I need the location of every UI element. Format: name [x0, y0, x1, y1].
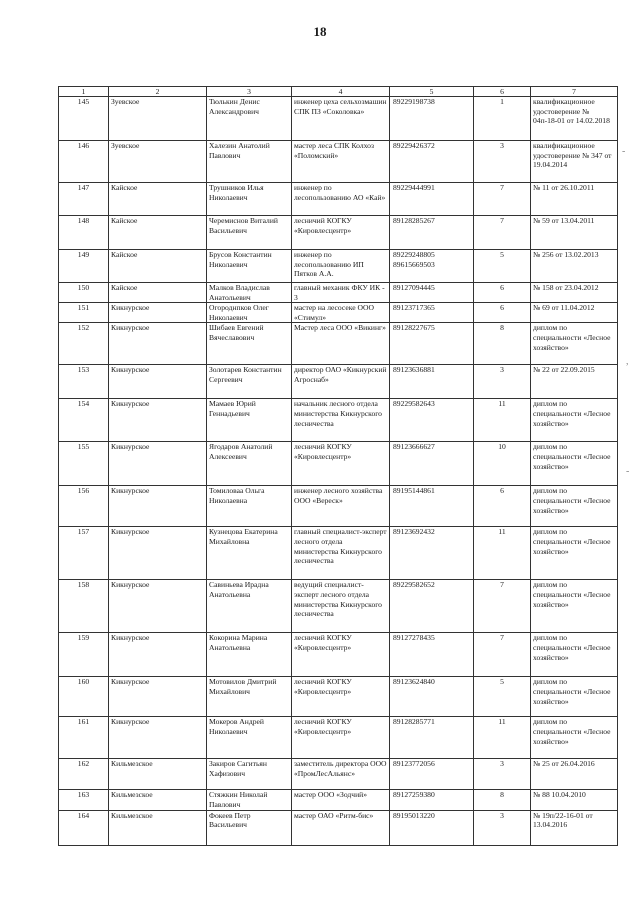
cell-experience: 11: [474, 527, 531, 580]
cell-phone: 89128285771: [390, 717, 474, 759]
cell-phone: 89127278435: [390, 633, 474, 677]
table-row: [59, 677, 618, 717]
cell-document: диплом по специальности «Лесное хозяйство»: [531, 677, 618, 717]
cell-name: Кокорина Марина Анатольевна: [207, 633, 292, 677]
cell-position: начальник лесного отдела министерства Кикнурского лесничества: [292, 399, 390, 442]
cell-phone: 89123624840: [390, 677, 474, 717]
cell-num: 159: [59, 633, 109, 677]
cell-experience: 6: [474, 283, 531, 303]
cell-district: Кайское: [109, 283, 207, 303]
cell-name: Мокеров Андрей Николаевич: [207, 717, 292, 759]
cell-district: Кайское: [109, 216, 207, 250]
cell-position: лесничий КОГКУ «Кировлесцентр»: [292, 442, 390, 486]
column-header: 3: [207, 87, 292, 97]
cell-phone: 89195144861: [390, 486, 474, 527]
cell-num: 152: [59, 323, 109, 365]
cell-experience: 7: [474, 633, 531, 677]
cell-document: № 11 от 26.10.2011: [531, 183, 618, 216]
cell-document: № 69 от 11.04.2012: [531, 303, 618, 323]
cell-phone: 89229582652: [390, 580, 474, 633]
cell-num: 163: [59, 790, 109, 810]
cell-position: инженер по лесопользованию АО «Кай»: [292, 183, 390, 216]
cell-num: 157: [59, 527, 109, 580]
cell-phone: 89128227675: [390, 323, 474, 365]
cell-experience: 11: [474, 717, 531, 759]
table-body: [59, 97, 618, 846]
column-header: 4: [292, 87, 390, 97]
table-row: [59, 633, 618, 677]
cell-experience: 8: [474, 323, 531, 365]
cell-district: Кикнурское: [109, 633, 207, 677]
cell-experience: 7: [474, 580, 531, 633]
table-header-row: [59, 87, 618, 97]
cell-experience: 3: [474, 365, 531, 399]
cell-district: Кильмезское: [109, 759, 207, 790]
cell-experience: 7: [474, 216, 531, 250]
cell-experience: 3: [474, 141, 531, 183]
cell-name: Закиров Сагитьян Хафизович: [207, 759, 292, 790]
table-row: [59, 216, 618, 250]
cell-district: Кикнурское: [109, 717, 207, 759]
cell-name: Брусов Константин Николаевич: [207, 250, 292, 283]
cell-name: Кузнецова Екатерина Михайловна: [207, 527, 292, 580]
cell-experience: 7: [474, 183, 531, 216]
cell-experience: 11: [474, 399, 531, 442]
cell-experience: 3: [474, 759, 531, 790]
table-row: [59, 486, 618, 527]
column-header: 6: [474, 87, 531, 97]
table-row: [59, 399, 618, 442]
cell-district: Кикнурское: [109, 399, 207, 442]
cell-position: мастер ООО «Зодчий»: [292, 790, 390, 810]
table-row: [59, 365, 618, 399]
cell-document: диплом по специальности «Лесное хозяйство»: [531, 323, 618, 365]
cell-name: Огороднпков Олег Николаевич: [207, 303, 292, 323]
cell-name: Мамаев Юрий Геннадьевич: [207, 399, 292, 442]
cell-position: лесничий КОГКУ «Кировлесцентр»: [292, 717, 390, 759]
table-row: [59, 759, 618, 790]
cell-name: Золотарев Константин Сергеевич: [207, 365, 292, 399]
cell-district: Кикнурское: [109, 323, 207, 365]
cell-name: Малков Владислав Анатольевич: [207, 283, 292, 303]
cell-phone: 89229444991: [390, 183, 474, 216]
table-row: [59, 442, 618, 486]
cell-document: квалификационное удостоверение № 04п-18-01 от 14.02.2018: [531, 97, 618, 141]
cell-num: 150: [59, 283, 109, 303]
cell-position: инженер по лесопользованию ИП Пятков А.А.: [292, 250, 390, 283]
cell-document: квалификационное удостоверение № 347 от 19.04.2014: [531, 141, 618, 183]
table-row: [59, 141, 618, 183]
cell-document: диплом по специальности «Лесное хозяйство»: [531, 442, 618, 486]
cell-position: мастер леса СПК Колхоз «Поломский»: [292, 141, 390, 183]
cell-phone: 89128285267: [390, 216, 474, 250]
cell-experience: 8: [474, 790, 531, 810]
scan-mark: ,: [626, 356, 629, 367]
cell-document: № 158 от 23.04.2012: [531, 283, 618, 303]
cell-experience: 5: [474, 250, 531, 283]
scan-mark: -: [626, 466, 630, 477]
table-row: [59, 183, 618, 216]
cell-num: 151: [59, 303, 109, 323]
cell-name: Савиньева Ирадна Анатольевна: [207, 580, 292, 633]
cell-position: главный специалист-эксперт лесного отдела министерства Кикнурского лесничества: [292, 527, 390, 580]
cell-phone: 89123717365: [390, 303, 474, 323]
column-header: 1: [59, 87, 109, 97]
cell-num: 147: [59, 183, 109, 216]
cell-position: лесничий КОГКУ «Кировлесцентр»: [292, 633, 390, 677]
cell-document: № 256 от 13.02.2013: [531, 250, 618, 283]
cell-num: 148: [59, 216, 109, 250]
table-row: [59, 250, 618, 283]
cell-experience: 6: [474, 303, 531, 323]
cell-num: 145: [59, 97, 109, 141]
cell-position: инженер лесного хозяйства ООО «Вереск»: [292, 486, 390, 527]
cell-position: ведущий специалист-эксперт лесного отдела министерства Кикнурского лесничества: [292, 580, 390, 633]
cell-experience: 6: [474, 486, 531, 527]
cell-phone: 89127259380: [390, 790, 474, 810]
cell-phone: 89123692432: [390, 527, 474, 580]
cell-district: Кикнурское: [109, 527, 207, 580]
cell-experience: 1: [474, 97, 531, 141]
cell-phone: 89127094445: [390, 283, 474, 303]
cell-phone: 89229426372: [390, 141, 474, 183]
cell-position: лесничий КОГКУ «Кировлесцентр»: [292, 677, 390, 717]
cell-name: Мотовилов Дмитрий Михайлович: [207, 677, 292, 717]
cell-experience: 10: [474, 442, 531, 486]
scan-mark: -: [622, 146, 626, 157]
cell-position: Мастер леса ООО «Викинг»: [292, 323, 390, 365]
table-row: [59, 717, 618, 759]
cell-position: заместитель директора ООО «ПромЛесАльянс»: [292, 759, 390, 790]
cell-num: 146: [59, 141, 109, 183]
cell-document: диплом по специальности «Лесное хозяйство»: [531, 399, 618, 442]
cell-district: Кикнурское: [109, 486, 207, 527]
cell-document: № 25 от 26.04.2016: [531, 759, 618, 790]
cell-phone: 89229582643: [390, 399, 474, 442]
cell-document: № 22 от 22.09.2015: [531, 365, 618, 399]
cell-document: № 59 от 13.04.2011: [531, 216, 618, 250]
cell-num: 158: [59, 580, 109, 633]
cell-name: Ягодаров Анатолий Алексеевич: [207, 442, 292, 486]
cell-experience: 3: [474, 810, 531, 845]
cell-name: Томиловаа Ольга Николаевна: [207, 486, 292, 527]
cell-district: Кикнурское: [109, 442, 207, 486]
table-row: [59, 97, 618, 141]
cell-position: мастер ОАО «Ритм-бис»: [292, 810, 390, 845]
cell-num: 153: [59, 365, 109, 399]
cell-position: инженер цеха сельхозмашин СПК ПЗ «Соколовка»: [292, 97, 390, 141]
cell-district: Кикнурское: [109, 365, 207, 399]
cell-district: Кикнурское: [109, 677, 207, 717]
cell-num: 156: [59, 486, 109, 527]
cell-district: Кильмезское: [109, 790, 207, 810]
cell-name: Стяжкин Николай Павлович: [207, 790, 292, 810]
table-row: [59, 323, 618, 365]
cell-phone: 89123772056: [390, 759, 474, 790]
cell-position: директор ОАО «Кикнурский Агроснаб»: [292, 365, 390, 399]
table-row: [59, 303, 618, 323]
cell-document: диплом по специальности «Лесное хозяйство»: [531, 486, 618, 527]
page-number: 18: [313, 24, 327, 39]
cell-experience: 5: [474, 677, 531, 717]
cell-name: Черемиснов Виталий Васильевич: [207, 216, 292, 250]
cell-district: Зуевское: [109, 141, 207, 183]
table-row: [59, 790, 618, 810]
cell-position: главный механик ФКУ ИК - 3: [292, 283, 390, 303]
cell-district: Кильмезское: [109, 810, 207, 845]
cell-name: Шибаев Евгений Вячеславович: [207, 323, 292, 365]
cell-num: 155: [59, 442, 109, 486]
cell-name: Тюлькин Денис Александрович: [207, 97, 292, 141]
table-row: [59, 580, 618, 633]
cell-phone: 89123666627: [390, 442, 474, 486]
cell-phone: 89229248805 89615669503: [390, 250, 474, 283]
cell-document: диплом по специальности «Лесное хозяйство»: [531, 717, 618, 759]
cell-document: № 19п/22-16-01 от 13.04.2016: [531, 810, 618, 845]
table-row: [59, 810, 618, 845]
cell-num: 149: [59, 250, 109, 283]
cell-num: 164: [59, 810, 109, 845]
specialists-table: [58, 86, 618, 846]
cell-num: 160: [59, 677, 109, 717]
cell-position: лесничий КОГКУ «Кировлесцентр»: [292, 216, 390, 250]
cell-document: диплом по специальности «Лесное хозяйство»: [531, 633, 618, 677]
column-header: 2: [109, 87, 207, 97]
column-header: 7: [531, 87, 618, 97]
cell-document: диплом по специальности «Лесное хозяйство»: [531, 527, 618, 580]
cell-name: Трушников Илья Николаевич: [207, 183, 292, 216]
table-row: [59, 527, 618, 580]
cell-district: Кикнурское: [109, 303, 207, 323]
cell-name: Халезин Анатолий Павлович: [207, 141, 292, 183]
cell-num: 162: [59, 759, 109, 790]
table-row: [59, 283, 618, 303]
cell-document: № 88 10.04.2010: [531, 790, 618, 810]
cell-phone: 89229198738: [390, 97, 474, 141]
cell-phone: 89123636881: [390, 365, 474, 399]
cell-district: Зуевское: [109, 97, 207, 141]
cell-num: 161: [59, 717, 109, 759]
cell-document: диплом по специальности «Лесное хозяйство»: [531, 580, 618, 633]
cell-district: Кайское: [109, 250, 207, 283]
cell-num: 154: [59, 399, 109, 442]
cell-name: Фокеев Петр Васильевич: [207, 810, 292, 845]
cell-district: Кайское: [109, 183, 207, 216]
cell-phone: 89195013220: [390, 810, 474, 845]
column-header: 5: [390, 87, 474, 97]
cell-position: мастер на лесосеке ООО «Стимул»: [292, 303, 390, 323]
cell-district: Кикнурское: [109, 580, 207, 633]
